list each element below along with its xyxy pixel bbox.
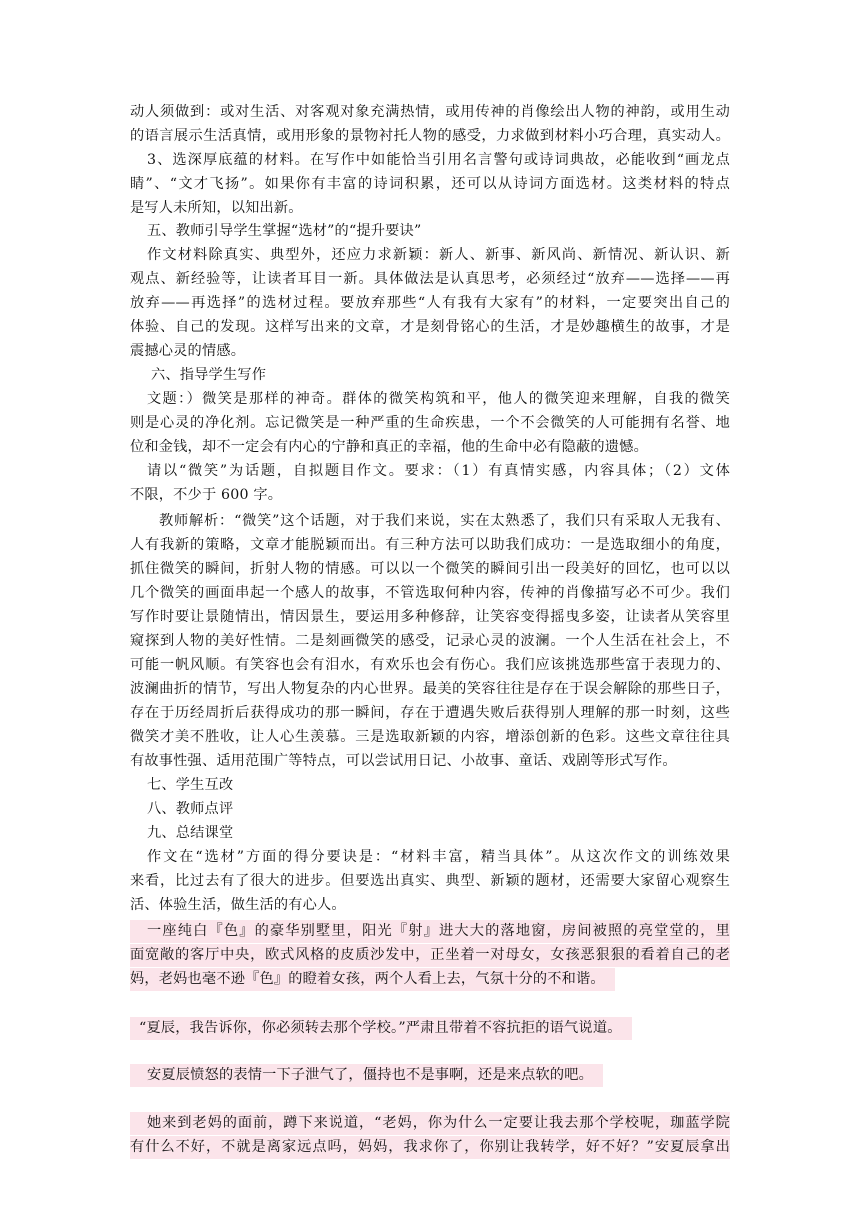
text-line: 几个微笑的画面串起一个感人的故事，不管选取何种内容，传神的肖像描写必不可少。我们 [130, 585, 730, 601]
story-line: 一座纯白『色』的豪华别墅里，阳光『射』进大大的落地窗，房间被照的亮堂堂的，里 [130, 920, 730, 943]
text-line: 微笑才美不胜收，让人心生羡慕。三是选取新颖的内容，增添创新的色彩。这些文章往往具 [130, 729, 730, 745]
text-line: 不限，不少于 600 字。 [130, 487, 283, 503]
text-line: 抓住微笑的瞬间，折射人物的情感。可以以一个微笑的瞬间引出一段美好的回忆，也可以以 [130, 561, 730, 577]
text-line: 人有我新的策略，文章才能脱颖而出。有三种方法可以助我们成功：一是选取细小的角度， [130, 537, 730, 553]
text-line: 作文材料除真实、典型外，还应力求新颖：新人、新事、新风尚、新情况、新认识、新 [147, 247, 730, 263]
text-line: 请以“微笑”为话题，自拟题目作文。要求：（1）有真情实感，内容具体；（2）文体 [147, 463, 730, 479]
text-line: 文题：）微笑是那样的神奇。群体的微笑构筑和平，他人的微笑迎来理解，自我的微笑 [147, 391, 730, 407]
section-heading: 八、教师点评 [147, 801, 234, 817]
story-line: “夏辰，我告诉你，你必须转去那个学校。”严肃且带着不容抗拒的语气说道。 [130, 1017, 632, 1040]
story-line: 她来到老妈的面前，蹲下来说道，“老妈，你为什么一定要让我去那个学校呢，珈蓝学院 [130, 1112, 730, 1135]
text-line: 3、选深厚底蕴的材料。在写作中如能恰当引用名言警句或诗词典故，必能收到“画龙点 [147, 152, 730, 168]
section-heading: 九、总结课堂 [147, 825, 234, 841]
text-line: 睛”、“文才飞扬”。如果你有丰富的诗词积累，还可以从诗词方面选材。这类材料的特点 [130, 176, 730, 192]
text-line: 写作时要让景随情出，情因景生，要运用多种修辞，让笑容变得摇曳多姿，让读者从笑容里 [130, 609, 730, 625]
section-heading: 六、指导学生写作 [151, 367, 267, 383]
text-line: 存在于历经周折后获得成功的那一瞬间，存在于遭遇失败后获得别人理解的那一时刻，这些 [130, 705, 730, 721]
text-line: 震撼心灵的情感。 [130, 343, 246, 359]
text-line: 来看，比过去有了很大的进步。但要选出真实、典型、新颖的题材，还需要大家留心观察生 [130, 873, 730, 889]
text-line: 动人须做到：或对生活、对客观对象充满热情，或用传神的肖像绘出人物的神韵，或用生动 [130, 104, 730, 120]
text-line: 有故事性强、适用范围广等特点，可以尝试用日记、小故事、童话、戏剧等形式写作。 [130, 753, 677, 769]
text-line: 则是心灵的净化剂。忘记微笑是一种严重的生命疾患，一个不会微笑的人可能拥有名誉、地 [130, 415, 730, 431]
text-line: 教师解析：“微笑”这个话题，对于我们来说，实在太熟悉了，我们只有采取人无我有、 [159, 513, 730, 529]
section-heading: 五、教师引导学生掌握“选材”的“提升要诀” [147, 223, 422, 239]
text-line: 位和金钱，却不一定会有内心的宁静和真正的幸福，他的生命中必有隐蔽的遗憾。 [130, 439, 648, 455]
text-line: 活、体验生活，做生活的有心人。 [130, 897, 346, 913]
story-line: 有什么不好，不就是离家远点吗，妈妈，我求你了，你别让我转学，好不好？”安夏辰拿出 [130, 1136, 730, 1159]
text-line: 观点、新经验等，让读者耳目一新。具体做法是认真思考，必须经过“放弃——选择——再 [130, 271, 730, 287]
text-line: 放弃——再选择”的选材过程。要放弃那些“人有我有大家有”的材料，一定要突出自己的 [130, 295, 730, 311]
text-line: 窥探到人物的美好性情。二是刻画微笑的感受，记录心灵的波澜。一个人生活在社会上，不 [130, 633, 730, 649]
text-line: 体验、自己的发现。这样写出来的文章，才是刻骨铭心的生活，才是妙趣横生的故事，才是 [130, 319, 730, 335]
text-line: 是写人未所知，以知出新。 [130, 200, 303, 216]
text-line: 作文在“选材”方面的得分要诀是：“材料丰富，精当具体”。从这次作文的训练效果 [147, 849, 730, 865]
story-line: 面宽敞的客厅中央，欧式风格的皮质沙发中，正坐着一对母女，女孩恶狠狠的看着自己的老 [130, 944, 730, 967]
text-line: 的语言展示生活真情，或用形象的景物衬托人物的感受，力求做到材料小巧合理，真实动人。 [130, 128, 730, 144]
section-heading: 七、学生互改 [147, 777, 234, 793]
story-line: 妈，老妈也毫不逊『色』的瞪着女孩，两个人看上去，气氛十分的不和谐。 [130, 968, 615, 991]
text-line: 可能一帆风顺。有笑容也会有泪水，有欢乐也会有伤心。我们应该挑选那些富于表现力的、 [130, 657, 730, 673]
text-line: 波澜曲折的情节，写出人物复杂的内心世界。最美的笑容往往是存在于误会解除的那些日子， [130, 681, 730, 697]
story-line: 安夏辰愤怒的表情一下子泄气了，僵持也不是事啊，还是来点软的吧。 [130, 1064, 603, 1087]
